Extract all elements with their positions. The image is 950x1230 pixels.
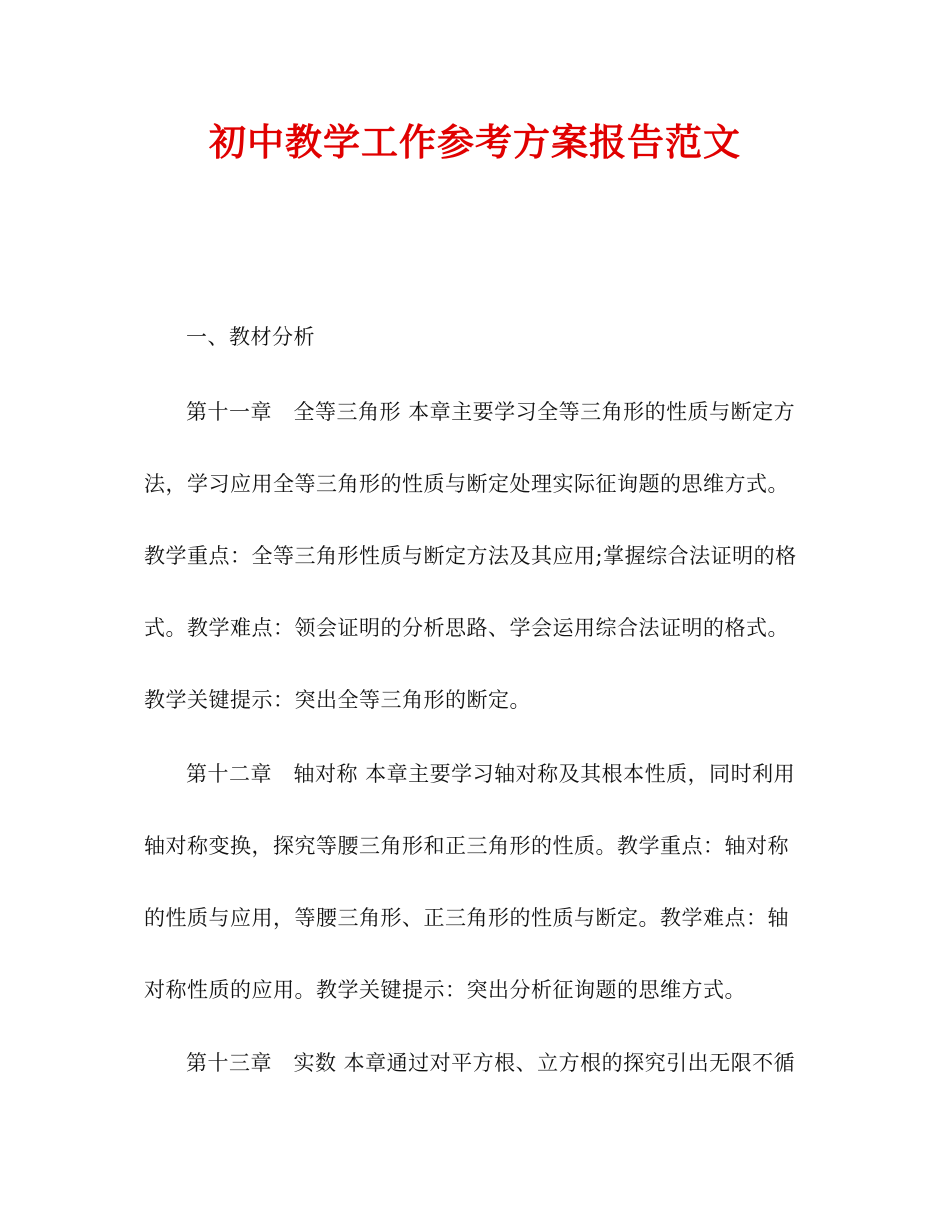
paragraph-line: 第十一章 全等三角形 本章主要学习全等三角形的性质与断定方 <box>186 400 796 424</box>
paragraph-line: 第十三章 实数 本章通过对平方根、立方根的探究引出无限不循 <box>186 1051 796 1075</box>
document-title: 初中教学工作参考方案报告范文 <box>209 121 741 164</box>
paragraph-line: 教学关键提示：突出全等三角形的断定。 <box>144 688 531 712</box>
paragraph-line: 第十二章 轴对称 本章主要学习轴对称及其根本性质，同时利用 <box>186 762 796 786</box>
paragraph-line: 轴对称变换，探究等腰三角形和正三角形的性质。教学重点：轴对称 <box>144 834 789 858</box>
paragraph-line: 对称性质的应用。教学关键提示：突出分析征询题的思维方式。 <box>144 978 746 1002</box>
paragraph-line: 的性质与应用，等腰三角形、正三角形的性质与断定。教学难点：轴 <box>144 906 789 930</box>
paragraph-line: 式。教学难点：领会证明的分析思路、学会运用综合法证明的格式。 <box>144 616 789 640</box>
section-heading: 一、教材分析 <box>186 325 315 349</box>
paragraph-line: 教学重点：全等三角形性质与断定方法及其应用;掌握综合法证明的格 <box>144 544 797 568</box>
paragraph-line: 法，学习应用全等三角形的性质与断定处理实际征询题的思维方式。 <box>144 472 789 496</box>
